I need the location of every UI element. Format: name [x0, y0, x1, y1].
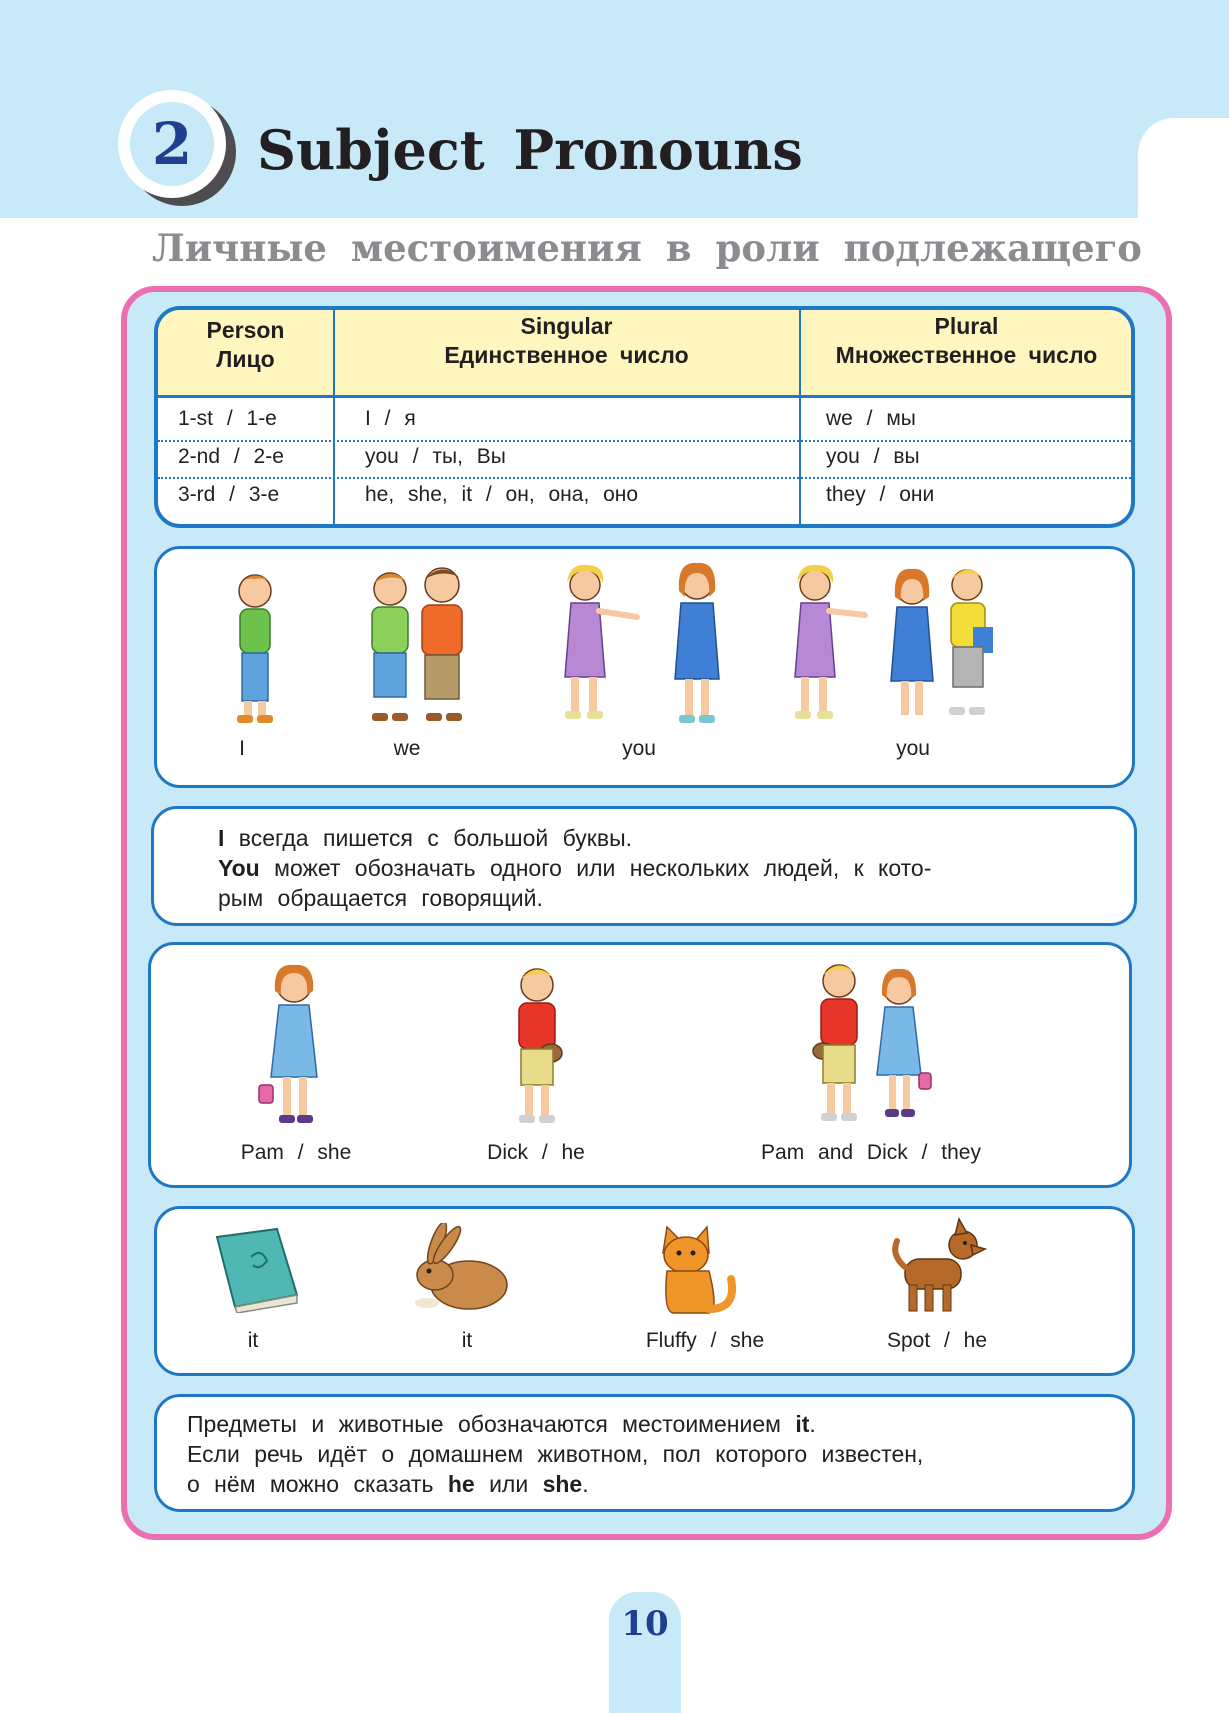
caption-dick-he: Dick / he	[487, 1141, 585, 1164]
table-row	[158, 477, 1131, 515]
dick-illustration	[497, 959, 577, 1137]
note1-line1: I всегда пишется с большой буквы.	[218, 825, 632, 851]
table-cell-plural: you / вы	[826, 445, 920, 468]
table-header-person: Person Лицо	[206, 317, 285, 372]
caption-fluffy-she: Fluffy / she	[645, 1329, 765, 1352]
table-row	[158, 439, 1131, 477]
note-card-it	[154, 1394, 1135, 1512]
page-number: 10	[621, 1604, 669, 1644]
table-header-singular: Singular Единственное число	[444, 313, 689, 368]
note2-line3: о нём можно сказать he или she.	[187, 1471, 589, 1497]
note1-line3: рым обращается говорящий.	[218, 885, 543, 911]
book-illustration	[207, 1225, 303, 1313]
table-cell-person: 3-rd / 3-е	[178, 483, 280, 506]
rabbit-illustration	[407, 1223, 517, 1315]
things-and-animals-card	[154, 1206, 1135, 1376]
two-boys-illustration	[352, 563, 482, 743]
caption-it-rabbit: it	[461, 1329, 473, 1352]
caption-pam-and-dick-they: Pam and Dick / they	[761, 1141, 981, 1164]
table-cell-singular: you / ты, Вы	[365, 445, 506, 468]
table-row	[158, 401, 1131, 439]
table-cell-plural: they / они	[826, 483, 935, 506]
header-notch	[1138, 118, 1229, 218]
table-header-plural: Plural Множественное число	[835, 313, 1098, 368]
lesson-subtitle: Личные местоимения в роли подлежащего	[152, 226, 1142, 270]
dog-illustration	[887, 1215, 987, 1319]
people-illustration-card	[154, 546, 1135, 788]
girl-pointing-at-girl-illustration	[547, 557, 737, 742]
table-cell-person: 1-st / 1-е	[178, 407, 277, 430]
caption-i: I	[239, 737, 245, 760]
note2-line2: Если речь идёт о домашнем животном, пол которого известен,	[187, 1441, 924, 1467]
lesson-title: Subject Pronouns	[257, 118, 803, 182]
caption-you-singular: you	[622, 737, 656, 760]
caption-you-plural: you	[896, 737, 930, 760]
table-cell-singular: I / я	[365, 407, 416, 430]
girl-pointing-at-two-children-illustration	[777, 557, 997, 742]
table-cell-plural: we / мы	[826, 407, 916, 430]
pronoun-table	[154, 306, 1135, 528]
caption-we: we	[393, 737, 421, 760]
third-person-illustration-card	[148, 942, 1132, 1188]
lesson-number: 2	[130, 102, 214, 186]
pam-and-dick-illustration	[801, 955, 941, 1137]
cat-illustration	[643, 1215, 739, 1319]
pam-illustration	[249, 957, 339, 1137]
note-card-capitalization	[151, 806, 1137, 926]
note1-line2: You может обозначать одного или нескольких людей, к кото-	[218, 855, 932, 881]
table-cell-person: 2-nd / 2-е	[178, 445, 284, 468]
caption-pam-she: Pam / she	[240, 1141, 352, 1164]
boy-illustration	[215, 567, 295, 742]
caption-spot-he: Spot / he	[886, 1329, 988, 1352]
caption-it-book: it	[247, 1329, 259, 1352]
table-cell-singular: he, she, it / он, она, оно	[365, 483, 639, 506]
note2-line1: Предметы и животные обозначаются местоимением it.	[187, 1411, 816, 1437]
